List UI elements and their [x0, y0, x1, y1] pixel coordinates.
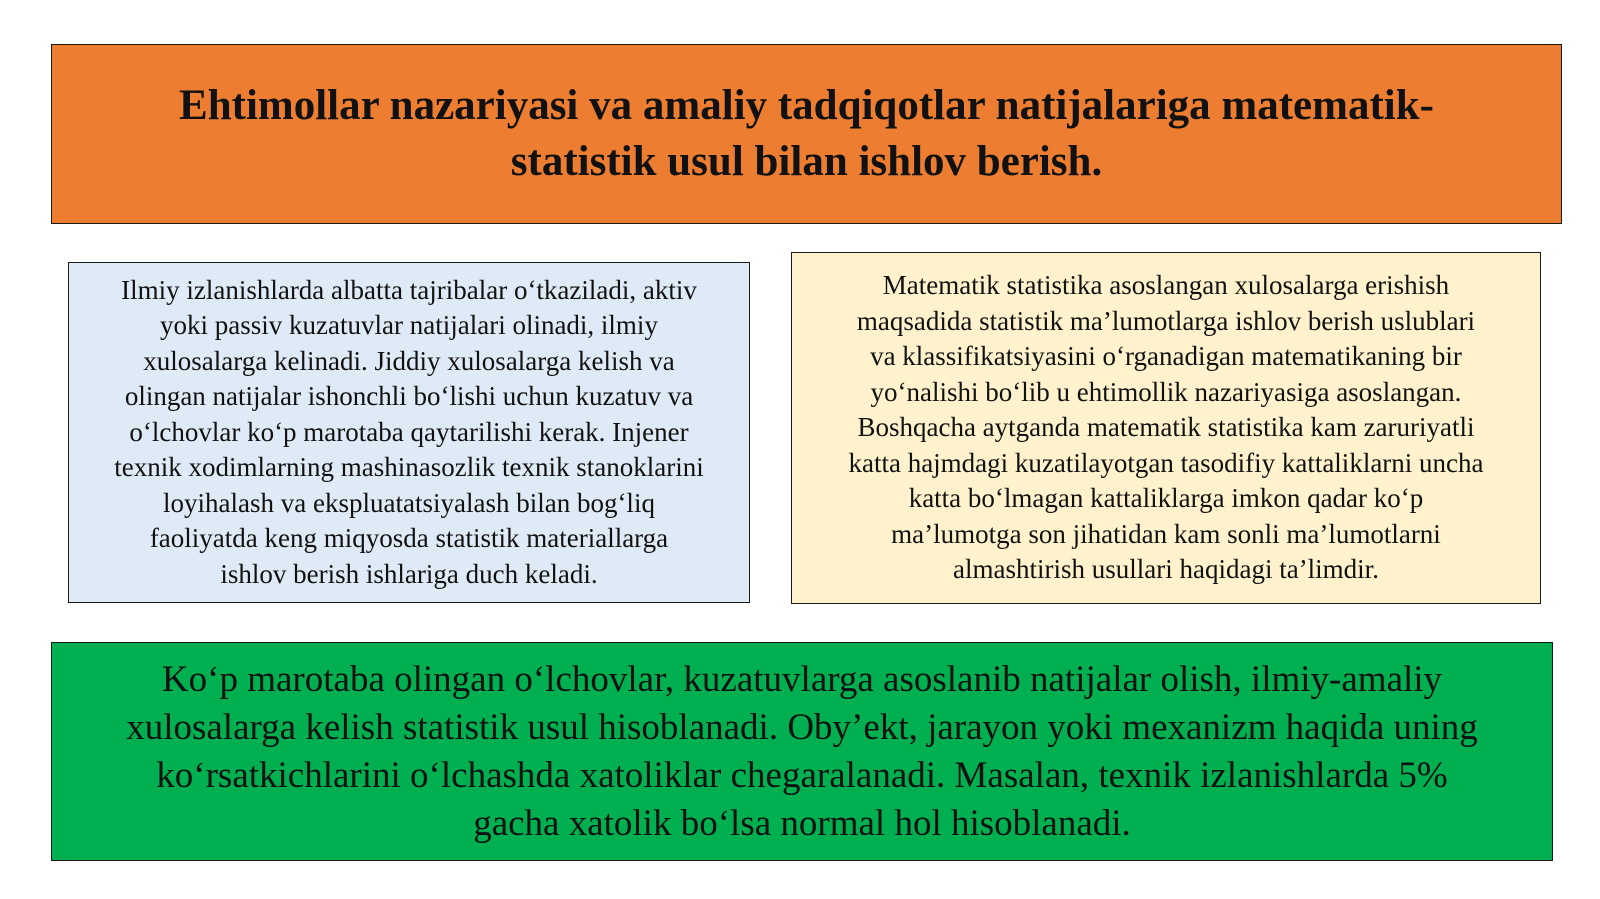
research-description-box: [68, 262, 750, 603]
text-line: katta hajmdagi kuzatilayotgan tasodifiy kattaliklarni uncha: [848, 447, 1484, 478]
research-description-text: [114, 273, 703, 593]
text-line: Boshqacha aytganda matematik statistika kam zaruriyatli: [857, 412, 1475, 443]
text-line: Matematik statistika asoslangan xulosalarga erishish: [882, 270, 1450, 301]
text-line: xulosalarga kelinadi. Jiddiy xulosalarga kelish va: [143, 345, 675, 376]
text-line: katta bo‘lmagan kattaliklarga imkon qadar ko‘p: [908, 483, 1424, 514]
text-line: ma’lumotga son jihatidan kam sonli ma’lumotlarni: [891, 518, 1441, 549]
statistics-definition-text: [848, 268, 1483, 588]
text-line: o‘lchovlar ko‘p marotaba qaytarilishi kerak. Injener: [129, 416, 689, 447]
text-line: Ilmiy izlanishlarda albatta tajribalar o‘tkaziladi, aktiv: [121, 274, 697, 305]
text-line: va klassifikatsiyasini o‘rganadigan matematikaning bir: [870, 341, 1462, 372]
text-line: yo‘nalishi bo‘lib u ehtimollik nazariyasiga asoslangan.: [870, 376, 1462, 407]
text-line: almashtirish usullari haqidagi ta’limdir.: [953, 554, 1379, 585]
text-line: yoki passiv kuzatuvlar natijalari olinadi, ilmiy: [160, 310, 658, 341]
text-line: gacha xatolik bo‘lsa normal hol hisoblanadi.: [473, 802, 1131, 844]
page-title: [179, 78, 1434, 190]
statistical-method-text: [126, 656, 1478, 848]
text-line: xulosalarga kelish statistik usul hisoblanadi. Oby’ekt, jarayon yoki mexanizm haqida uning: [126, 706, 1478, 748]
text-line: texnik xodimlarning mashinasozlik texnik stanoklarini: [114, 452, 704, 483]
text-line: ko‘rsatkichlarini o‘lchashda xatoliklar chegaralanadi. Masalan, texnik izlanishlarda 5%: [156, 754, 1448, 796]
text-line: Ko‘p marotaba olingan o‘lchovlar, kuzatuvlarga asoslanib natijalar olish, ilmiy-amaliy: [161, 658, 1443, 700]
title-line-1: Ehtimollar nazariyasi va amaliy tadqiqotlar natijalariga matematik-: [179, 82, 1434, 129]
text-line: ishlov berish ishlariga duch keladi.: [220, 558, 598, 589]
statistics-definition-box: [791, 252, 1541, 604]
text-line: maqsadida statistik ma’lumotlarga ishlov berish uslublari: [856, 305, 1476, 336]
text-line: loyihalash va ekspluatatsiyalash bilan bog‘liq: [163, 487, 655, 518]
title-line-2: statistik usul bilan ishlov berish.: [510, 138, 1103, 185]
statistical-method-box: [51, 642, 1553, 861]
title-banner: [51, 44, 1562, 224]
text-line: olingan natijalar ishonchli bo‘lishi uchun kuzatuv va: [124, 381, 694, 412]
text-line: faoliyatda keng miqyosda statistik materiallarga: [149, 523, 669, 554]
